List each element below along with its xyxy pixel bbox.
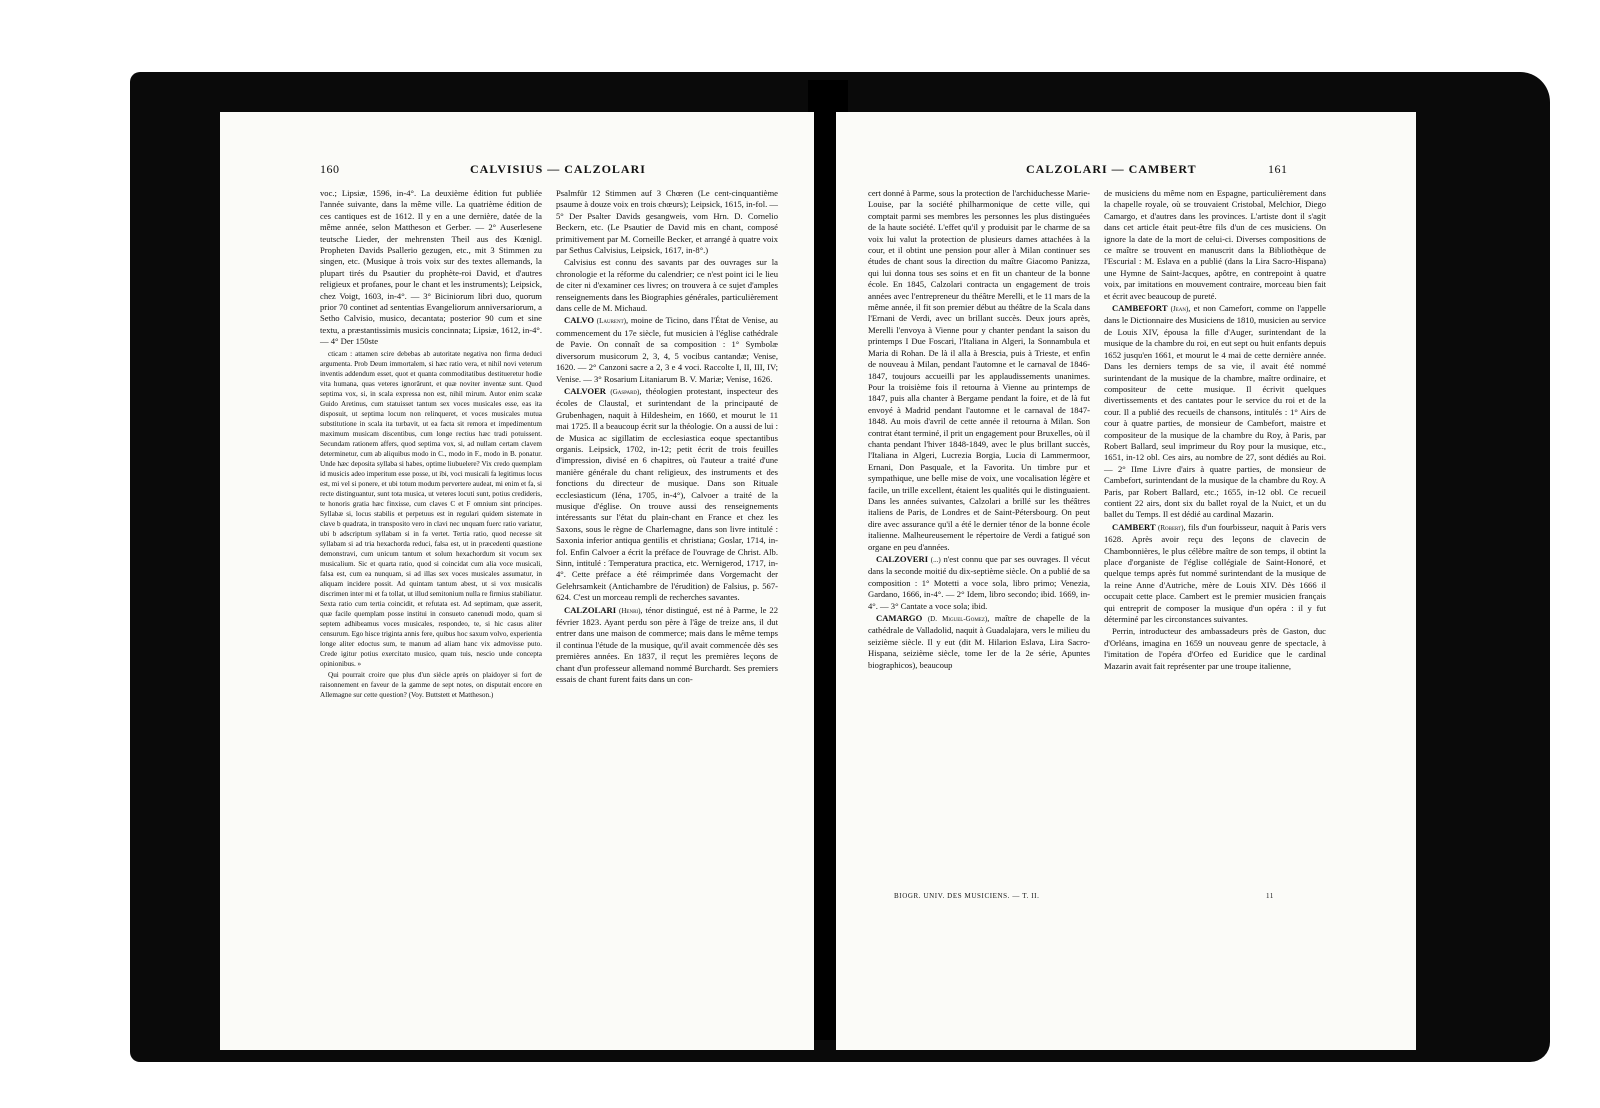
text-paragraph [320, 188, 542, 348]
entry-paragraph [868, 613, 1090, 671]
entry-forename: (Henri) [619, 606, 641, 615]
entry-headword: CAMARGO [876, 613, 928, 624]
paragraph-text: n'est connu que par ses ouvrages. Il vécut dans la seconde moitié du dix-septième siècle. On a publié de sa composition : 1° Motetti a voce sola, libro primo; Venezia, Gardano, 1666, in-4°. — 2° Idem, libro secondo; ibid. 1669, in-4°. — 3° Cantate a voce sola; ibid. [868, 554, 1090, 611]
paragraph-text: , ténor distingué, est né à Parme, le 22 février 1823. Ayant perdu son père à l'âge de treize ans, il dut entrer dans une maison de commerce; mais dans le même temps il continua l'étude de la musique, qu'il avait commencée dès ses premières années. En 1837, il reçut les premières leçons de chant d'un professeur allemand nommé Burchardt. Ses premiers essais de chant furent faits dans un con- [556, 604, 778, 685]
entry-headword: CAMBEFORT [1112, 303, 1171, 314]
text-paragraph [556, 257, 778, 314]
paragraph-text: , maître de chapelle de la cathédrale de Valladolid, naquit à Guadalajara, vers le milieu du seizième siècle. Il y eut (dit M. Hilarion Eslava, Lira Sacro-Hispana, seizième siècle, tome Ier de la 2e série, Apuntes biographicos), beaucoup [868, 613, 1090, 670]
entry-forename: (Laurent) [596, 317, 626, 326]
paragraph-text: , et non Camefort, comme on l'appelle dans le Dictionnaire des Musiciens de 1810, musicien au service de Louis XIV, épousa la fille d'Auger, surintendant de la musique de la chambre du roi, en eut sept ou huit enfants depuis 1652 jusqu'en 1661, et mourut le 4 mai de cette dernière année. Dans les derniers temps de sa vie, il avait été nommé surintendant de la musique de la chambre, maître ordinaire, et compositeur de cette musique. Il écrivit quelques divertissements et des cantates pour le service du roi et de la cour. Il a publié des recueils de chansons, intitulés : 1° Airs de cour à quatre parties, de monsieur de Cambefort, maistre et compositeur de la musique de la chambre du Roy, à Paris, par Robert Ballard, seul imprimeur du Roy pour la musique, etc., 1651, in-12 obl. Ces airs, au nombre de 27, sont dédiés au Roi. — 2° IIme Livre d'airs à quatre parties, de monsieur de Cambefort, surintendant de la musique de la chambre du Roy. A Paris, par Robert Ballard, etc.; 1655, in-12 obl. Ce recueil contient 22 airs, dont six du ballet royal de la Nuict, et un du ballet du Temps. Il est dédié au cardinal Mazarin. [1104, 303, 1326, 520]
right-page [836, 112, 1416, 1050]
text-paragraph [320, 670, 542, 700]
paragraph-text: Qui pourrait croire que plus d'un siècle après on plaidoyer si fort de raisonnement en faveur de la gamme de sept notes, on disputait encore en Allemagne sur cette question? (Voy. Buttstett et Mattheson.) [320, 670, 542, 699]
paragraph-text: Calvisius est connu des savants par des ouvrages sur la chronologie et la réforme du calendrier; ce n'est point ici le lieu de citer ni d'examiner ces livres; on trouvera à ce sujet d'amples renseignements dans les Biographies générales, particulièrement dans celle de M. Michaud. [556, 257, 778, 314]
entry-headword: CALZOVERI [876, 554, 931, 564]
paragraph-text: voc.; Lipsiæ, 1596, in-4°. La deuxième édition fut publiée l'année suivante, dans la même ville. La quatrième édition de ces cantiques est de 1612. Il y en a une dernière, datée de la même année, selon Mattheson et Gerber. — 2° Auserlesene teutsche Lieder, der mehrensten Theil aus des Kœnigl. Propheten Davids Psallerio gezugen, etc., mit 3 Stimmen zu singen, etc. (Musique à trois voix sur des textes allemands, la plupart tirés du Psautier du prophète-roi David, et d'autres religieux et profanes, pour le chant et les instruments); Leipsick, chez Voigt, 1603, in-4°. — 3° Biciniorum libri duo, quorum prior 70 continet ad sententias Evangeliorum anniversariorum, a Setho Calvisio, musico, decantata; posterior 90 cum et sine textu, a præstantissimis musicis concinnata; Lipsiæ, 1612, in-4°. — 4° Der 150ste [320, 188, 542, 347]
entry-headword: CALVOER [564, 385, 611, 396]
entry-paragraph [1104, 522, 1326, 626]
footer-signature: BIOGR. UNIV. DES MUSICIENS. — T. II. [894, 892, 1040, 900]
text-paragraph [1104, 188, 1326, 302]
entry-paragraph [1104, 303, 1326, 521]
entry-forename: (...) [930, 556, 941, 564]
text-paragraph [556, 188, 778, 256]
text-paragraph [320, 349, 542, 669]
footer-mark: 11 [1266, 892, 1274, 900]
entry-paragraph [868, 554, 1090, 612]
paragraph-text: de musiciens du même nom en Espagne, particulièrement dans la chapelle royale, où se trouvaient Cristobal, Melchior, Diego Camargo, et d'autres dans les provinces. L'artiste dont il s'agit dans cet article était peut-être fils d'un de ces musiciens. On ignore la date de la mort de celui-ci. Diverses compositions de ce maître se trouvent en manuscrit dans la Bibliothèque de l'Escurial : M. Eslava en a publié (dans la Lira Sacro-Hispana) une Hymne de Saint-Jacques, apôtre, en contrepoint à quatre voix, par imitations en mouvement contraire, morceau bien fait et écrit avec beaucoup de pureté. [1104, 188, 1326, 301]
entry-paragraph [556, 315, 778, 384]
left-page [220, 112, 814, 1050]
text-paragraph [868, 188, 1090, 553]
paragraph-text: , fils d'un fourbisseur, naquit à Paris vers 1628. Après avoir reçu des leçons de clavecin de Chambonnières, le plus célèbre maître de son temps, il obtint la place d'organiste de l'église collégiale de Saint-Honoré, et quelque temps après fut nommé surintendant de la musique de la reine Anne d'Autriche, mère de Louis XIV. Dès 1666 il occupait cette place. Cambert est le premier musicien français qui entreprit de composer la musique d'un opéra : il y fut déterminé par les circonstances suivantes. [1104, 521, 1327, 625]
paragraph-text: Perrin, introducteur des ambassadeurs près de Gaston, duc d'Orléans, imagina en 1659 un nouveau genre de spectacle, à l'imitation de l'opéra d'Orfeo ed Euridice que le cardinal Mazarin avait fait représenter par une troupe italienne, [1104, 626, 1326, 671]
entry-headword: CALVO [564, 315, 597, 326]
entry-forename: (D. Miguel-Gomez) [927, 615, 988, 624]
paragraph-text: , moine de Ticino, dans l'État de Venise, au commencement du 17e siècle, fut musicien à l'église cathédrale de Pavie. On connaît de sa composition : 1° Symbolæ diversorum musicorum 2, 3, 4, 5 vocibus cantandæ; Venise, 1620. — 2° Canzoni sacre a 2, 3 e 4 voci. Raccolte I, II, III, IV; Venise. — 3° Rosarium Litaniarum B. V. Mariæ; Venise, 1626. [556, 315, 778, 384]
right-column-2 [1104, 188, 1326, 948]
text-paragraph [1104, 626, 1326, 672]
left-column-1 [320, 188, 542, 948]
running-head: CALZOLARI — CAMBERT [1026, 162, 1197, 176]
paragraph-text: cticam : attamen scire debebas ab autoritate negativa non firma deduci argumenta. Prob Deum immortalem, si hæc ratio vera, et nihil novi veterum inventis addendum esset, quot et quanta commoditatibus destitueretur hodie vita humana, quas veteres ignorârunt, et quæ noviter inventæ sunt. Quod septima vox, si, in scala expressa non est, nihil mirum. Autor enim scalæ Guido Aretinus, cum statuisset tantum sex voces musicales esse, eas ita disposuit, ut septima locum non relinqueret, et voces musicales mutua substitutione in scala ita turbavit, ut ea facta sit remora et impedimentum maximum musicam discentibus, cum longe rectius hæc tradi potuissent. Secundam rationem affers, quod septima vox, si, ad nullam certam clavem determinetur, cum ab aliquibus modo in C., modo in F., modo in B. ponatur. Unde hæc deposita syllaba si habes, optime liubuelere? Vix credo quemplam id musicis adeo imperitum esse posse, ut ibi, voci musicali fa legitimus locus est, mi vel si ponere, et ubi totum modum pervertere audeat, mi enim et fa, si recte distinguantur, sunt tota musica, ut veteres locuti sunt, potius credideris, te honoris gratia hæc finxisse, cum claves C et F omnium sint principes. Syllabæ si, locus stabilis et perpetuus est in regulari quidem sistemate in clave b quadrata, in transposito vero in clavi nec unquam fuerc ratio variatur, ubi b adscriptum syllabam si in fa vertet. Tertia ratio, quod necesse sit syllabam si ad tria hexachorda reduci, falsa est, ut in præcedenti quæstione demonstravi, cum unicum tantum et solum hexachordum sit vocum sex musicalium. Sic et quarta ratio, quod si coincidat cum alia voce musicali, falsa est, cum ea nunquam, si ad illas sex voces musicales assumatur, in aliquam incidere possit. Ad quintam tantum abest, ut si vox musicalis discrimen inter mi et fa tollat, ut illud semitonium nulla re firmius stabiliatur. Sexta ratio cum tertia coincidit, et refutata est. Ad septimam, quæ asserit, quæ facile quemplam posse institui in consueto canenudi modo, quam si septem adhibeamus voces musicales, respondeo, te, si hic casus aliter censurum. Ego hisce triginta annis fere, quibus hoc saxum volvo, experientia longe aliter edoctus sum, te manum ad aliam hanc vix admovisse puto. Crede igitur potius exercitato musico, quam tuis, nescio unde concepta opinionibus. » [320, 349, 542, 668]
left-header [220, 162, 814, 182]
right-column-1 [868, 188, 1090, 948]
page-number: 160 [320, 162, 340, 176]
paragraph-text: Psalmfür 12 Stimmen auf 3 Chœren (Le cent-cinquantième psaume à douze voix en trois chœurs); Leipsick, 1615, in-fol. — 5° Der Psalter Davids gesangweis, vom Hrn. D. Cornelio Beckern, etc. (Le Psautier de David mis en chant, composé primitivement par M. Corneille Becker, et arrangé à quatre voix par Sethus Calvisius, Leipsick, 1617, in-8°.) [556, 188, 778, 256]
entry-headword: CALZOLARI [564, 604, 620, 615]
page-number: 161 [1268, 162, 1288, 176]
running-head: CALVISIUS — CALZOLARI [470, 162, 646, 176]
entry-paragraph [556, 386, 778, 604]
entry-forename: (Jean) [1170, 305, 1189, 314]
entry-headword: CAMBERT [1112, 521, 1159, 532]
paragraph-text: cert donné à Parme, sous la protection de l'archiduchesse Marie-Louise, par la société philharmonique de cette ville, qui comptait parmi ses membres les personnes les plus distinguées de la haute société. L'effet qu'il y produisit par le charme de sa voix lui valut la protection de plusieurs dames attachées à la cour, et il obtint une pension pour aller à Milan continuer ses études de chant sous la direction du maître Giacomo Panizza, qui lui donna tous ses soins et en fit un chanteur de la bonne école. En 1845, Calzolari contracta un engagement de trois années avec l'entrepreneur du théâtre Merelli, et le 11 mars de la même année, il fit son premier début au théâtre de la Scala dans l'Ernani de Verdi, avec un brillant succès. Deux jours après, Merelli l'envoya à Vienne pour y chanter pendant la saison du printemps I Due Foscari, l'Italiana in Algeri, la Sonnambula et Maria di Rohan. De là il alla à Brescia, puis à Trieste, et enfin de nouveau à Milan, pendant l'automne et le carnaval de 1846-1847, toujours accueilli par les applaudissements unanimes. Pour la troisième fois il retourna à Vienne au printemps de 1847, puis alla chanter à Bergame pendant la foire, et de là fut envoyé à Madrid pendant l'automne et le carnaval de 1847-1848. Au mois d'avril de cette année il retourna à Milan. Son contrat étant terminé, il prit un engagement pour Bruxelles, où il chanta pendant l'hiver 1848-1849, avec le plus brillant succès, l'Italiana in Algeri, Lucrezia Borgia, Lucia di Lammermoor, Ernani, Don Pasquale, et la Favorita. Un timbre pur et sympathique, une belle mise de voix, une vocalisation légère et facile, un trille excellent, étaient les qualités qui le distinguaient. Dans les années suivantes, Calzolari a brillé sur les théâtres italiens de Paris, de Londres et de Saint-Pétersbourg. On peut dire avec assurance qu'il a été le dernier ténor de la bonne école italienne. Malheureusement le répertoire de Verdi a fatigué son organe en peu d'années. [868, 188, 1090, 552]
entry-forename: (Gaspard) [610, 387, 640, 396]
entry-paragraph [556, 605, 778, 686]
right-header [836, 162, 1416, 182]
left-column-2 [556, 188, 778, 948]
entry-forename: (Robert) [1158, 523, 1184, 532]
paragraph-text: , théologien protestant, inspecteur des écoles de Claustal, et surintendant de la principauté de Grubenhagen, naquit à Hildesheim, en 1660, et mourut le 11 mai 1725. Il a beaucoup écrit sur la théologie. On a aussi de lui : de Musica ac sigillatim de ecclesiastica eoque spectantibus organis. Leipsick, 1702, in-12; petit écrit de trois feuilles d'impression, divisé en 6 chapitres, où l'auteur a traité d'une manière générale du chant religieux, des instruments et des fonctions du directeur de musique. Dans son Rituale ecclesiasticum (Iéna, 1705, in-4°), Calvoer a traité de la musique d'église. On trouve aussi des renseignements intéressants sur l'état du plain-chant en France et chez les Saxons, sous le règne de Charlemagne, dans son livre intitulé : Saxonia inferior antiqua gentilis et christiana; Goslar, 1714, in-fol. Enfin Calvoer a écrit la préface de l'ouvrage de Christ. Alb. Sinn, intitulé : Temperatura practica, etc. Wernigerod, 1717, in-4°. Cette préface a été réimprimée dans Vorgemacht der Gelehrsamkeit (Antichambre de l'érudition) de Falsius, p. 567-624. C'est un morceau rempli de recherches savantes. [556, 385, 779, 603]
